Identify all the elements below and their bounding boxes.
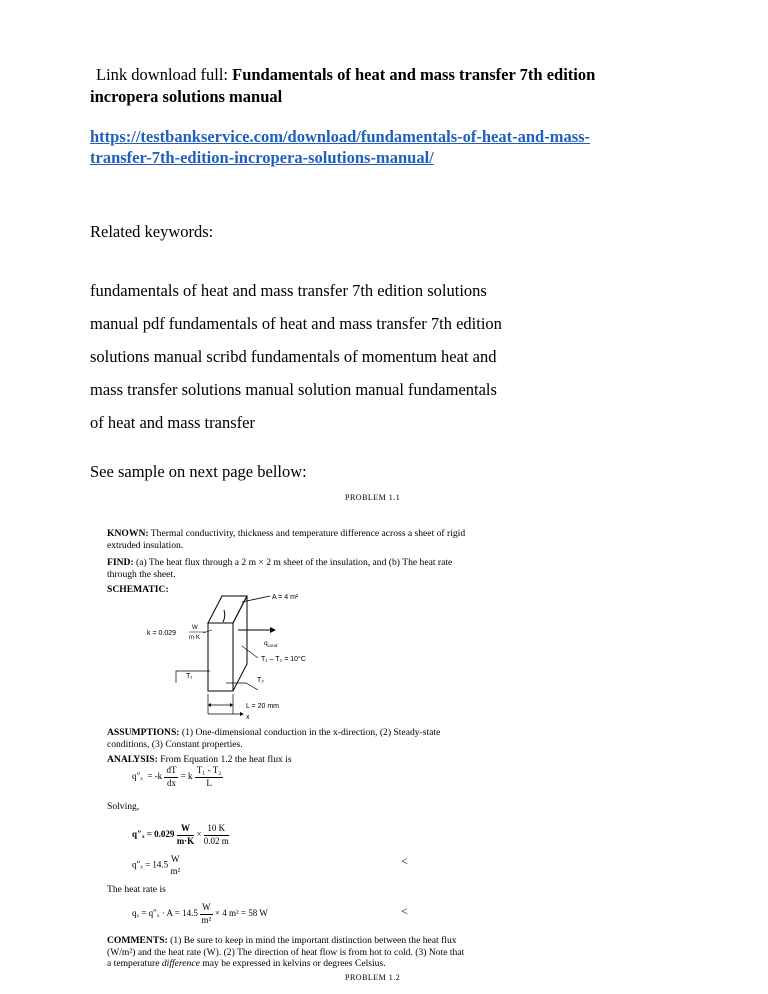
- k-units-num: W: [192, 625, 198, 631]
- intro-prefix: Link download full:: [96, 65, 233, 84]
- download-link-line1[interactable]: https://testbankservice.com/download/fundamentals-of-heat-and-mass-: [90, 127, 591, 146]
- next-problem-title: PROBLEM 1.2: [345, 973, 401, 982]
- schematic-label: SCHEMATIC:: [107, 584, 169, 595]
- keywords-paragraph: [90, 274, 690, 439]
- related-heading: Related keywords:: [90, 222, 214, 241]
- book-title-line2: incropera solutions manual: [90, 87, 283, 106]
- t1-label: T₁: [186, 673, 193, 680]
- see-sample-text: See sample on next page bellow:: [90, 462, 307, 481]
- book-title-line1: Fundamentals of heat and mass transfer 7th edition: [232, 65, 596, 84]
- problem-title: PROBLEM 1.1: [345, 493, 401, 502]
- keyword-line: of heat and mass transfer: [90, 413, 255, 432]
- length-label: L = 20 mm: [246, 703, 280, 710]
- comments-section: COMMENTS: (1) Be sure to keep in mind the important distinction between the heat flux (W/m²) and the heat rate (W). (2) The direction of heat flow is from hot to cold. (3) Note that a temperature difference may be expressed in kelvins or degrees Celsius.: [107, 935, 465, 969]
- result-marker: <: [401, 854, 408, 868]
- solving-text: Solving,: [107, 801, 140, 812]
- equation-heat-rate: qₓ = q″ₓ · A = 14.5 $\frac{W}{\text{m²}}$ × 4 m² = 58 W: [132, 902, 268, 925]
- find-section: FIND: (a) The heat flux through a 2 m × 2 m sheet of the insulation, and (b) The heat rate through the sheet.: [107, 557, 453, 580]
- download-link-line2[interactable]: transfer-7th-edition-incropera-solutions-manual/: [90, 148, 434, 167]
- result-marker: <: [401, 904, 408, 918]
- equation-heat-flux: q″ₓ = -k $\frac{dT}{dx}$ = k $\frac{\text{T₁ - T₂}}{L}$: [132, 765, 222, 788]
- keyword-line: fundamentals of heat and mass transfer 7th edition solutions: [90, 281, 487, 300]
- k-label: k = 0.029: [147, 630, 176, 637]
- k-units-den: m·K: [189, 635, 200, 641]
- delta-t-label: T₁ – T₂ = 10°C: [261, 656, 306, 663]
- download-link[interactable]: [90, 126, 690, 168]
- area-label: A = 4 m²: [272, 594, 299, 601]
- equation-solving: q″ₓ = 0.029 $\frac{W}{m\cdot K}$ × $\frac{10 K}{0.02 m}$: [132, 823, 229, 846]
- known-section: KNOWN: Thermal conductivity, thickness and temperature difference across a sheet of rigid extruded insulation.: [107, 528, 466, 551]
- keyword-line: solutions manual scribd fundamentals of momentum heat and: [90, 347, 497, 366]
- analysis-section: ANALYSIS: From Equation 1.2 the heat flux is: [107, 754, 292, 765]
- schematic-diagram: [130, 588, 430, 723]
- slab-drawing: [208, 596, 247, 691]
- assumptions-section: ASSUMPTIONS: (1) One-dimensional conduction in the x-direction, (2) Steady-state conditions, (3) Constant properties.: [107, 727, 441, 750]
- keyword-line: manual pdf fundamentals of heat and mass transfer 7th edition: [90, 314, 502, 333]
- equation-heat-flux-result: q″ₓ = 14.5 W m²: [132, 854, 181, 876]
- x-axis-label: x: [246, 714, 250, 721]
- sample-solution-scan: [100, 488, 700, 994]
- qcond-label: $q_{cond}$: [264, 640, 278, 648]
- keyword-line: mass transfer solutions manual solution manual fundamentals: [90, 380, 497, 399]
- intro-paragraph: [90, 64, 690, 108]
- heat-rate-text: The heat rate is: [107, 884, 166, 895]
- t2-label: T₂: [257, 677, 264, 684]
